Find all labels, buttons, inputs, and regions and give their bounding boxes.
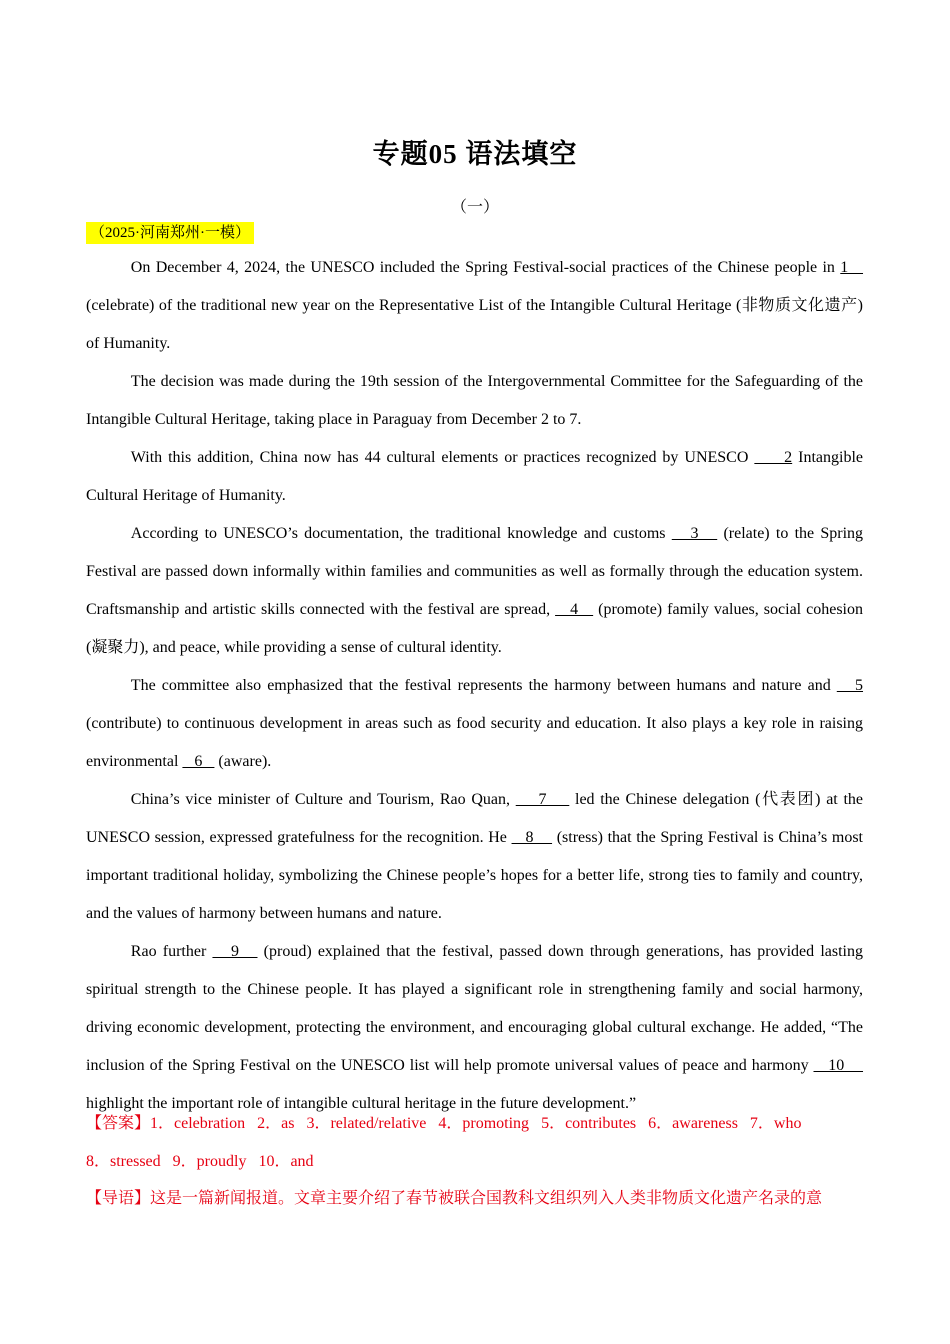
blank-8: 8 bbox=[511, 829, 553, 846]
guide-text: 这是一篇新闻报道。文章主要介绍了春节被联合国教科文组织列入人类非物质文化遗产名录的意 bbox=[150, 1190, 823, 1207]
answer-item: 6．awareness bbox=[648, 1115, 738, 1132]
paragraph-2: The decision was made during the 19th session of the Intergovernmental Committee for the Safeguarding of the Intangible Cultural Heritage, taking place in Paraguay from December 2 to 7. bbox=[86, 373, 863, 428]
answer-item: 2．as bbox=[257, 1115, 295, 1132]
blank-2: 2 bbox=[754, 449, 793, 466]
paragraph-7: Rao further 9 (proud) explained that the festival, passed down through generations, has provided lasting spiritual strength to the Chinese people. It has played a significant role in strengthening family and social harmony, driving economic development, protecting the environment, and encouraging global cultural exchange. He added, “The inclusion of the Spring Festival on the UNESCO list will help promote universal values of peace and harmony 10 highlight the important role of intangible cultural heritage in the future development.” bbox=[86, 943, 864, 1112]
answer-item: 7．who bbox=[749, 1115, 802, 1132]
answer-item: 8．stressed bbox=[86, 1153, 161, 1170]
answer-item: 10．and bbox=[258, 1153, 314, 1170]
answer-item: 3．related/relative bbox=[306, 1115, 427, 1132]
paragraph-4: According to UNESCO’s documentation, the traditional knowledge and customs 3 (relate) to the Spring Festival are passed down informally within families and communities as well as formally through the education system. Craftsmanship and artistic skills connected with the festival are spread, 4 (promote) family values, social cohesion (凝聚力), and peace, while providing a sense of cultural identity. bbox=[86, 525, 864, 656]
paragraph-5: The committee also emphasized that the festival represents the harmony between humans and nature and 5 (contribute) to continuous development in areas such as food security and education. It also plays a key role in raising environmental 6 (aware). bbox=[86, 677, 864, 770]
answer-label: 【答案】 bbox=[86, 1115, 151, 1132]
answer-key bbox=[86, 1105, 863, 1181]
answer-item: 1．celebration bbox=[150, 1115, 246, 1132]
passage bbox=[86, 249, 863, 1123]
paragraph-3: With this addition, China now has 44 cultural elements or practices recognized by UNESCO 2 Intangible Cultural Heritage of Humanity. bbox=[86, 449, 863, 504]
blank-7: 7 bbox=[515, 791, 570, 808]
guide-note bbox=[86, 1180, 863, 1218]
answer-item: 5．contributes bbox=[541, 1115, 637, 1132]
paragraph-1: On December 4, 2024, the UNESCO included the Spring Festival-social practices of the Chinese people in 1 (celebrate) of the traditional new year on the Representative List of the Intangible Cultural Heritage (非物质文化遗产) of Humanity. bbox=[86, 259, 864, 352]
answer-item: 4．promoting bbox=[438, 1115, 530, 1132]
blank-6: 6 bbox=[182, 753, 215, 770]
blank-10: 10 bbox=[813, 1057, 864, 1074]
blank-4: 4 bbox=[555, 601, 594, 618]
page-title: 专题05 语法填空 bbox=[372, 139, 578, 169]
source-tag: （2025·河南郑州·一模） bbox=[86, 222, 254, 244]
blank-9: 9 bbox=[212, 943, 258, 960]
answer-item: 9．proudly bbox=[172, 1153, 247, 1170]
paragraph-6: China’s vice minister of Culture and Tourism, Rao Quan, 7 led the Chinese delegation (代表团) at the UNESCO session, expressed gratefulness for the recognition. He 8 (stress) that the Spring Festival is China’s most important traditional holiday, symbolizing the Chinese people’s hopes for a better life, strong ties to family and country, and the values of harmony between humans and nature. bbox=[86, 791, 864, 922]
blank-1: 1 bbox=[840, 259, 864, 276]
blank-3: 3 bbox=[671, 525, 718, 542]
guide-label: 【导语】 bbox=[86, 1190, 151, 1207]
blank-5: 5 bbox=[836, 677, 864, 694]
section-number: （一） bbox=[450, 199, 499, 216]
